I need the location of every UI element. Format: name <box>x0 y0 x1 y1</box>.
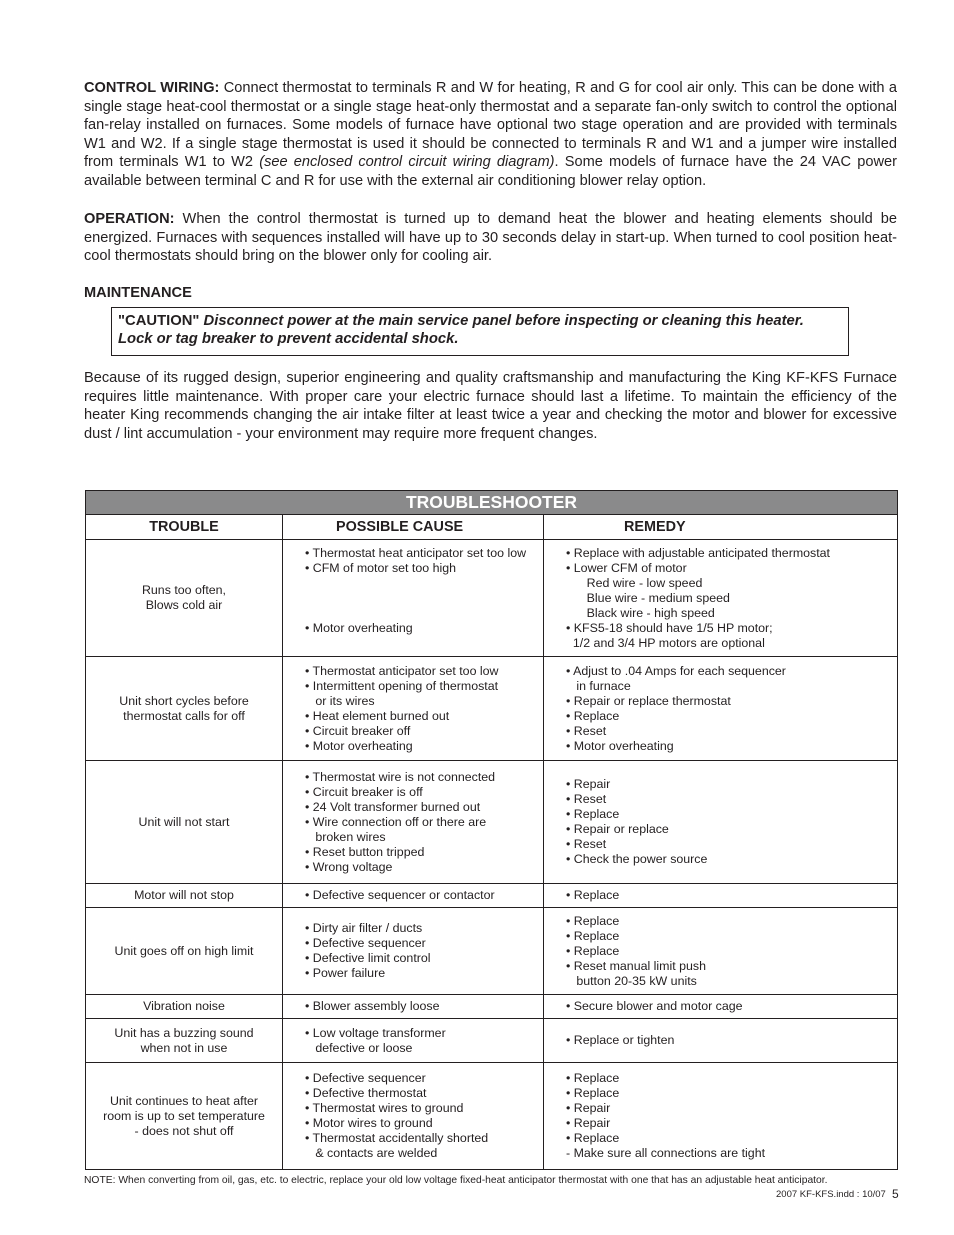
cause-cell <box>283 1063 544 1170</box>
remedy-cell <box>544 995 898 1019</box>
trouble-cell: Unit has a buzzing sound when not in use <box>86 1019 283 1063</box>
trouble-cell: Vibration noise <box>86 995 283 1019</box>
cause-item: • Motor wires to ground <box>305 1116 433 1130</box>
file-footer: 2007 KF-KFS.indd : 10/07 <box>776 1189 886 1200</box>
cause-item: • Circuit breaker off <box>305 723 411 738</box>
remedy-item: • Replace <box>566 1071 620 1085</box>
cause-item: • Blower assembly loose <box>305 999 440 1013</box>
remedy-item: • Repair <box>566 777 611 791</box>
remedy-item: • Replace <box>566 928 620 943</box>
cause-item: • CFM of motor set too high <box>305 560 457 575</box>
cause-cell <box>283 908 544 995</box>
cause-cell <box>283 995 544 1019</box>
remedy-item: 1/2 and 3/4 HP motors are optional <box>566 635 765 650</box>
table-row <box>86 761 898 884</box>
control-wiring-paragraph <box>84 79 897 191</box>
control-wiring-text: Connect thermostat to terminals R and W for heating, R and G for cool air only. This can be done with a single stage heat-cool thermostat or a single stage heat-only thermostat and a separate fan-only switch to control the optional fan-relay installed on furnaces. Some models of furnace have optional two stage operation and are provided with terminals W1 and W2. If a single stage thermostat is used it should be connected to terminals R and W1 and a jumper wire installed from terminals W1 to W2 <box>84 80 897 171</box>
cause-item: • Defective sequencer <box>305 936 426 950</box>
cause-item: or its wires <box>305 693 375 708</box>
remedy-item: • Lower CFM of motor <box>566 560 687 575</box>
cause-item: • Low voltage transformer <box>305 1025 446 1040</box>
caution-text: Disconnect power at the main service panel before inspecting or cleaning this heater. Lock or tag breaker to prevent accidental shock. <box>118 313 804 347</box>
table-row <box>86 884 898 908</box>
remedy-item: • Reset manual limit push <box>566 958 707 973</box>
remedy-item: • KFS5-18 should have 1/5 HP motor; <box>566 620 773 635</box>
table-row <box>86 1063 898 1170</box>
maintenance-heading: MAINTENANCE <box>84 285 192 301</box>
remedy-cell <box>544 1063 898 1170</box>
remedy-item: • Replace <box>566 807 620 821</box>
remedy-item: Blue wire - medium speed <box>566 590 730 605</box>
remedy-item: - Make sure all connections are tight <box>566 1146 766 1160</box>
remedy-item: • Replace <box>566 888 620 902</box>
cause-item <box>305 576 543 591</box>
cause-item: defective or loose <box>305 1040 413 1055</box>
remedy-item: • Secure blower and motor cage <box>566 999 743 1013</box>
header-trouble: TROUBLE <box>86 515 283 540</box>
trouble-cell: Unit short cycles before thermostat calls for off <box>86 657 283 761</box>
cause-item: • Circuit breaker is off <box>305 784 423 799</box>
remedy-item: • Replace <box>566 708 620 723</box>
cause-item: • Wire connection off or there are <box>305 814 487 829</box>
remedy-item: • Replace <box>566 1131 620 1145</box>
remedy-cell <box>544 908 898 995</box>
remedy-cell <box>544 761 898 884</box>
remedy-item: • Reset <box>566 792 607 806</box>
remedy-cell <box>544 657 898 761</box>
caution-box <box>111 307 849 356</box>
cause-item: broken wires <box>305 829 386 844</box>
cause-cell <box>283 761 544 884</box>
remedy-item: • Reset <box>566 723 607 738</box>
cause-item: • Thermostat accidentally shorted <box>305 1131 489 1145</box>
conversion-note: NOTE: When converting from oil, gas, etc. to electric, replace your old low voltage fixed-heat anticipator thermostat with one that has an adjustable heat anticipator. <box>84 1175 828 1186</box>
trouble-cell: Runs too often, Blows cold air <box>86 540 283 657</box>
remedy-cell <box>544 884 898 908</box>
trouble-cell: Motor will not stop <box>86 884 283 908</box>
cause-item: • Motor overheating <box>305 620 413 635</box>
troubleshooter-title: TROUBLESHOOTER <box>86 491 898 515</box>
table-row <box>86 657 898 761</box>
cause-item: • Thermostat wire is not connected <box>305 769 496 784</box>
remedy-item: • Adjust to .04 Amps for each sequencer <box>566 663 786 678</box>
remedy-item: • Replace with adjustable anticipated thermostat <box>566 545 831 560</box>
remedy-item: Black wire - high speed <box>566 605 715 620</box>
table-row <box>86 1019 898 1063</box>
cause-item <box>305 591 543 606</box>
cause-item: • Wrong voltage <box>305 859 393 874</box>
trouble-cell: Unit will not start <box>86 761 283 884</box>
remedy-item: • Check the power source <box>566 852 708 866</box>
table-row <box>86 908 898 995</box>
remedy-item: • Replace or tighten <box>566 1033 675 1047</box>
header-remedy: REMEDY <box>544 515 898 540</box>
cause-item: • Intermittent opening of thermostat <box>305 678 499 693</box>
cause-item: • Power failure <box>305 966 386 980</box>
trouble-cell: Unit goes off on high limit <box>86 908 283 995</box>
remedy-cell <box>544 1019 898 1063</box>
cause-item: & contacts are welded <box>305 1146 438 1160</box>
troubleshooter-table <box>85 490 898 1170</box>
header-possible-cause: POSSIBLE CAUSE <box>283 515 544 540</box>
remedy-item: • Repair <box>566 1116 611 1130</box>
control-wiring-text-end: . Some models of furnace have the 24 VAC power available between terminal C and R for use with the external air conditioning blower relay option. <box>84 154 897 189</box>
cause-item: • Heat element burned out <box>305 708 450 723</box>
remedy-item: • Motor overheating <box>566 738 674 753</box>
cause-cell <box>283 1019 544 1063</box>
cause-item: • Defective limit control <box>305 951 431 965</box>
maintenance-body: Because of its rugged design, superior engineering and quality craftsmanship and manufacturing the King KF-KFS Furnace requires little maintenance. With proper care your electric furnace should last a lifetime. To maintain the efficiency of the heater King recommends changing the air intake filter at least twice a year and checking the motor and blower for excessive dust / lint accumulation - your environment may require more frequent changes. <box>84 370 897 442</box>
remedy-item: in furnace <box>566 678 631 693</box>
cause-item <box>305 606 543 621</box>
operation-text: When the control thermostat is turned up to demand heat the blower and heating elements should be energized. Furnaces with sequences installed will have up to 30 seconds delay in start-up. When turned to cool position heat-cool thermostats should bring on the blower only for cooling air. <box>84 211 897 265</box>
page-number: 5 <box>892 1187 899 1201</box>
remedy-item: • Replace <box>566 913 620 928</box>
remedy-item: button 20-35 kW units <box>566 973 697 988</box>
cause-cell <box>283 884 544 908</box>
remedy-item: • Repair or replace thermostat <box>566 693 731 708</box>
wiring-diagram-reference: (see enclosed control circuit wiring diagram) <box>259 154 555 171</box>
cause-cell <box>283 540 544 657</box>
caution-label: "CAUTION" <box>118 313 204 329</box>
cause-item: • Dirty air filter / ducts <box>305 921 423 935</box>
operation-paragraph <box>84 210 897 266</box>
operation-heading: OPERATION: <box>84 211 175 227</box>
cause-cell <box>283 657 544 761</box>
table-row <box>86 995 898 1019</box>
remedy-item: • Replace <box>566 1086 620 1100</box>
cause-item: • 24 Volt transformer burned out <box>305 799 481 814</box>
remedy-item: • Repair <box>566 1101 611 1115</box>
cause-item: • Thermostat wires to ground <box>305 1101 464 1115</box>
cause-item: • Motor overheating <box>305 738 413 753</box>
remedy-item: • Replace <box>566 943 620 958</box>
cause-item: • Reset button tripped <box>305 844 425 859</box>
cause-item: • Thermostat anticipator set too low <box>305 663 499 678</box>
remedy-item: • Reset <box>566 837 607 851</box>
table-row <box>86 540 898 657</box>
cause-item: • Defective sequencer or contactor <box>305 888 495 902</box>
remedy-cell <box>544 540 898 657</box>
cause-item: • Thermostat heat anticipator set too low <box>305 545 527 560</box>
remedy-item: Red wire - low speed <box>566 575 703 590</box>
cause-item <box>305 636 543 651</box>
remedy-item: • Repair or replace <box>566 822 669 836</box>
control-wiring-heading: CONTROL WIRING: <box>84 80 220 96</box>
trouble-cell: Unit continues to heat after room is up to set temperature - does not shut off <box>86 1063 283 1170</box>
cause-item: • Defective thermostat <box>305 1086 427 1100</box>
cause-item: • Defective sequencer <box>305 1071 426 1085</box>
